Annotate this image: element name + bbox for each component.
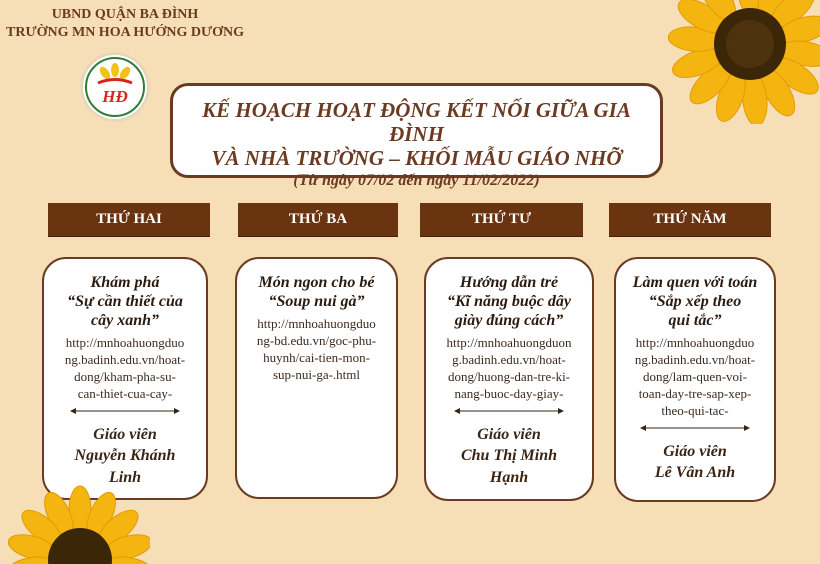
svg-text:HĐ: HĐ xyxy=(102,87,128,106)
double-arrow-icon xyxy=(640,423,750,433)
day-header-thursday: THỨ NĂM xyxy=(609,203,771,236)
activity-link[interactable]: http://mnhoahuongduo ng.badinh.edu.vn/hoat- dong/kham-pha-su- can-thiet-cua-cay- xyxy=(64,335,186,401)
title-line-1: KẾ HOẠCH HOẠT ĐỘNG KẾT NỐI GIỮA GIA ĐÌNH xyxy=(202,98,631,146)
title-line-2: VÀ NHÀ TRƯỜNG – KHỐI MẪU GIÁO NHỠ xyxy=(211,146,622,170)
org-line-2: TRƯỜNG MN HOA HƯỚNG DƯƠNG xyxy=(6,25,244,40)
teacher-label: Giáo viên xyxy=(477,426,541,443)
teacher-label: Giáo viên xyxy=(93,426,157,443)
activity-title: Khám phá “Sự cần thiết của cây xanh” xyxy=(67,274,183,329)
activity-link[interactable]: http://mnhoahuongduon g.badinh.edu.vn/hoat- dong/huong-dan-tre-ki- nang-buoc-day-giay- xyxy=(446,335,572,401)
double-arrow-icon xyxy=(454,406,564,416)
activity-title: Món ngon cho bé “Soup nui gà” xyxy=(258,274,375,310)
school-header xyxy=(0,6,250,42)
activity-title: Hướng dẫn trẻ “Kĩ năng buộc dây giày đúng cách” xyxy=(446,274,571,329)
activity-title: Làm quen với toán “Sắp xếp theo qui tắc” xyxy=(632,274,758,329)
double-arrow-icon xyxy=(70,406,180,416)
activity-link[interactable]: http://mnhoahuongduo ng.badinh.edu.vn/hoat- dong/lam-quen-voi- toan-day-tre-sap-xep- theo-qui-tac- xyxy=(634,335,756,418)
activity-card-wednesday xyxy=(424,257,594,501)
activity-card-monday xyxy=(42,257,208,500)
teacher-name: Nguyễn Khánh Linh xyxy=(74,447,176,486)
teacher-name: Lê Vân Anh xyxy=(654,464,736,481)
org-line-1: UBND QUẬN BA ĐÌNH xyxy=(51,7,199,22)
activity-card-thursday xyxy=(614,257,776,502)
school-logo xyxy=(80,52,150,122)
teacher-label: Giáo viên xyxy=(663,443,727,460)
sunflower-decoration-top-right xyxy=(668,0,820,124)
teacher-name: Chu Thị Minh Hạnh xyxy=(460,447,558,486)
day-header-wednesday: THỨ TƯ xyxy=(420,203,583,236)
plan-title-box xyxy=(170,83,663,189)
activity-card-tuesday xyxy=(235,257,398,499)
school-logo-icon xyxy=(84,56,146,118)
date-range: (Từ ngày 07/02 đến ngày 11/02/2022) xyxy=(293,172,540,189)
activity-link[interactable]: http://mnhoahuongduo ng-bd.edu.vn/goc-phu- huynh/cai-tien-mon- sup-nui-ga-.html xyxy=(256,316,377,382)
day-header-tuesday: THỨ BA xyxy=(238,203,398,236)
day-header-monday: THỨ HAI xyxy=(48,203,210,236)
sunflower-decoration-bottom-left xyxy=(0,478,150,564)
